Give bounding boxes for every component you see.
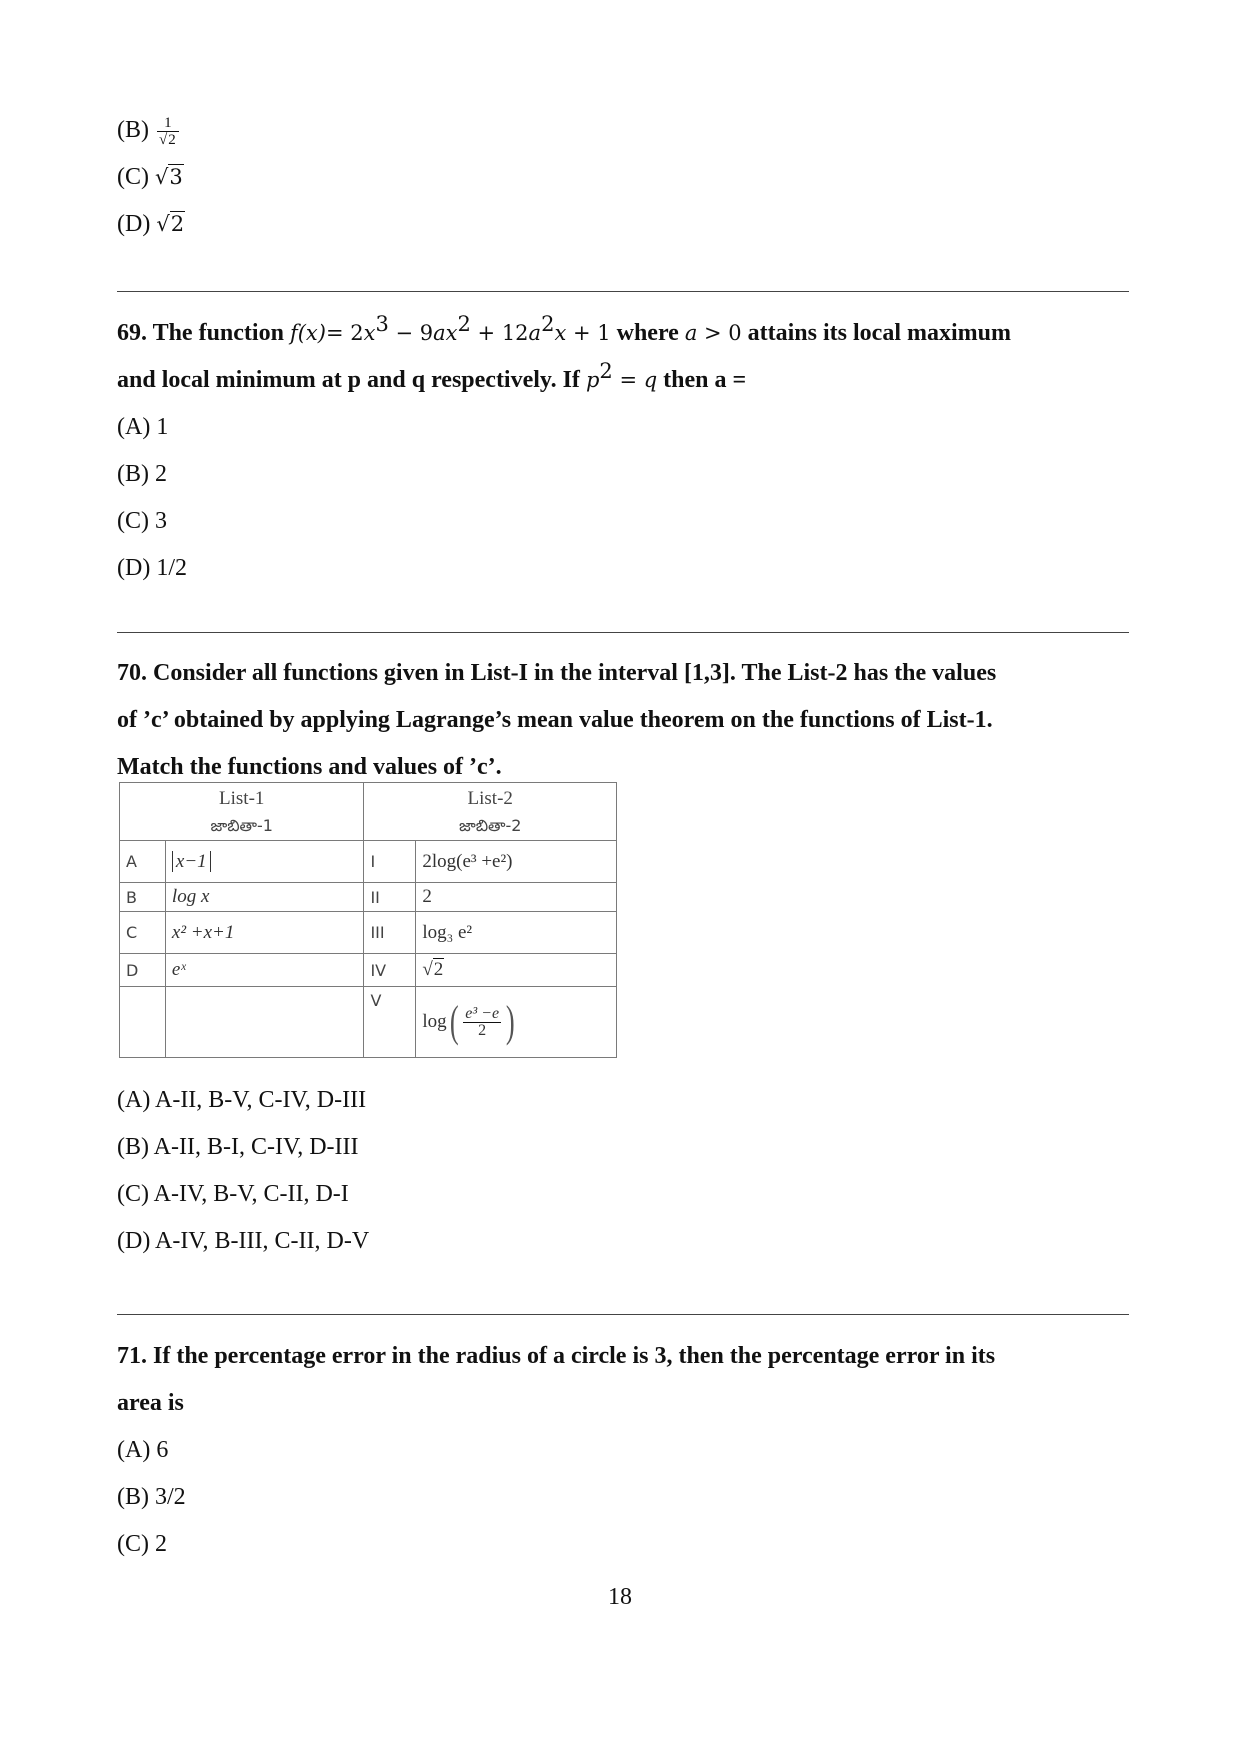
q70-option-d: (D) A-IV, B-III, C-II, D-V: [117, 1228, 370, 1254]
q71-line-2: area is: [117, 1390, 184, 1416]
separator-1: [117, 291, 1129, 292]
q69-option-c: (C) 3: [117, 508, 167, 534]
q70-line-2: of ’c’ obtained by applying Lagrange’s mean value theorem on the functions of List-1.: [117, 707, 993, 733]
fraction-one-over-root-two: $\frac{1}{√2}$: [157, 115, 179, 148]
table-row: A x−1 I 2log(e³ +e²): [120, 841, 617, 883]
q70-line-3: Match the functions and values of ’c’.: [117, 754, 502, 780]
q69-line-1: 69. The function $f(x)= 2x^3 - 9ax^2 + 12a^2x + 1$ where a > 0 attains its local maximum: [117, 312, 1011, 346]
list-1-header: List-1 జాబితా-1: [120, 783, 364, 841]
prev-option-c: (C) √3: [117, 164, 183, 190]
q70-option-c: (C) A-IV, B-V, C-II, D-I: [117, 1181, 349, 1207]
q69-option-b: (B) 2: [117, 461, 167, 487]
q71-option-b: (B) 3/2: [117, 1484, 186, 1510]
q69-option-a: (A) 1: [117, 414, 169, 440]
separator-2: [117, 632, 1129, 633]
q70-option-a: (A) A-II, B-V, C-IV, D-III: [117, 1087, 367, 1113]
table-row: V log ( $\frac{\text{e³ −e}}{2}$ ): [120, 987, 617, 1058]
q70-option-b: (B) A-II, B-I, C-IV, D-III: [117, 1134, 359, 1160]
q70-line-1: 70. Consider all functions given in List-I in the interval [1,3]. The List-2 has the values: [117, 660, 997, 686]
table-row: C x² +x+1 III log₃ e²: [120, 912, 617, 954]
q71-line-1: 71. If the percentage error in the radius of a circle is 3, then the percentage error in its: [117, 1343, 996, 1369]
q69-option-d: (D) 1/2: [117, 555, 187, 581]
q71-option-c: (C) 2: [117, 1531, 167, 1557]
match-table: [119, 782, 617, 1057]
table-row: B log x II 2: [120, 883, 617, 912]
q69-line-2: and local minimum at p and q respectively. If $p^2 = q$ then a =: [117, 359, 747, 393]
separator-3: [117, 1314, 1129, 1315]
table-header-row: [120, 783, 617, 841]
prev-option-d: (D) √2: [117, 211, 185, 237]
q71-option-a: (A) 6: [117, 1437, 169, 1463]
prev-option-b: (B) $\frac{1}{√2}$: [117, 115, 181, 148]
page-number: 18: [608, 1584, 632, 1610]
list-2-header: List-2 జాబితా-2: [364, 783, 617, 841]
table-row: D eˣ IV √2: [120, 954, 617, 987]
